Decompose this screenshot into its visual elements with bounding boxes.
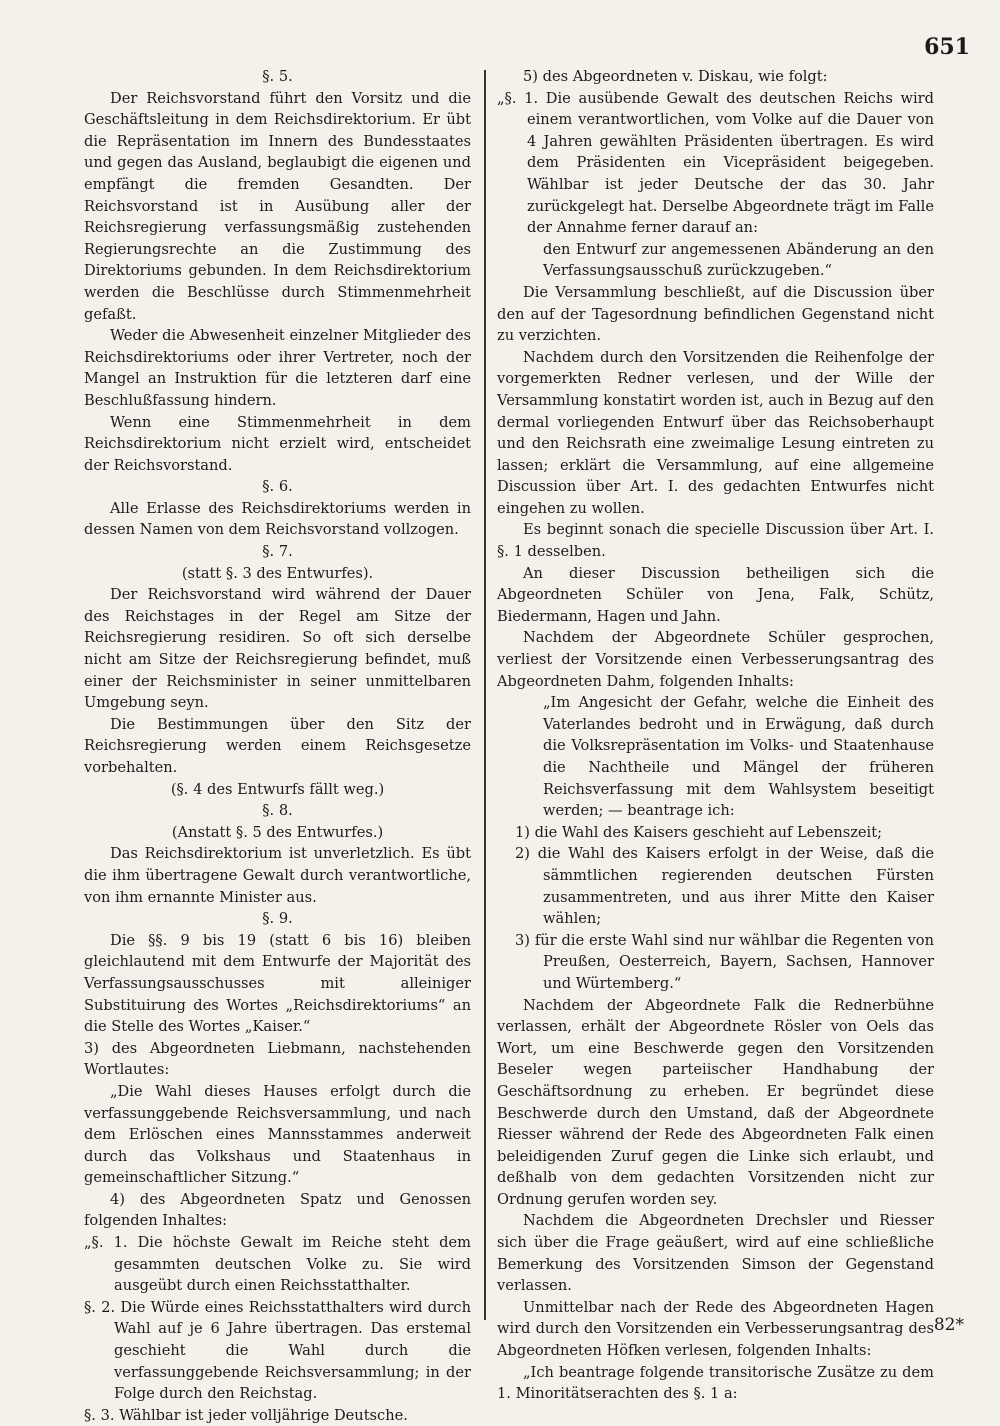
- section-8-subheading: (Anstatt §. 5 des Entwurfes.): [171, 823, 384, 841]
- item-3-intro: 3) des Abgeordneten Liebmann, nachstehenden Wortlautes:: [84, 1039, 471, 1079]
- section-8-paragraph: Das Reichsdirektorium ist unverletzlich. Es übt die ihm übertragene Gewalt durch verantwortliche, von ihm ernannte Minister aus.: [84, 845, 471, 906]
- item-5-section-1: „§. 1. Die ausübende Gewalt des deutschen Reichs wird einem verantwortlichen, vom Volke auf die Dauer von 4 Jahren gewählten Präsidenten übertragen. Es wird dem Präsidenten ein Vicepräsident beigegeben. Wählbar ist jeder Deutsche der das 30. Jahr zurückgelegt hat. Derselbe Abgeordnete trägt im Falle der Annahme ferner darauf an:: [497, 89, 934, 237]
- hagen-paragraph: Unmittelbar nach der Rede des Abgeordneten Hagen wird durch den Vorsitzenden ein Verbesserungsantrag des Abgeordneten Höfken verlesen, folgenden Inhalts:: [497, 1298, 934, 1360]
- dahm-quote: „Im Angesicht der Gefahr, welche die Einheit des Vaterlandes bedroht und in Erwägung, daß durch die Volksrepräsentation im Volks- und Staatenhause die Nachtheile und Mängel der früheren Reichsverfassung mit dem Wahlsystem beseitigt werden; — beantrage ich:: [543, 694, 934, 820]
- right-column: [497, 66, 934, 1405]
- left-column: [84, 66, 471, 1426]
- printer-signature: 82*: [933, 1315, 964, 1335]
- section-9-paragraph: Die §§. 9 bis 19 (statt 6 bis 16) bleiben gleichlautend mit dem Entwurfe der Majorität des Verfassungsausschusses mit alleiniger Substituirung des Wortes „Reichsdirektoriums“ an die Stelle des Wortes „Kaiser.“: [84, 931, 471, 1036]
- discussion-participants-paragraph: An dieser Discussion betheiligen sich die Abgeordneten Schüler von Jena, Falk, Schütz, Biedermann, Hagen und Jahn.: [497, 564, 934, 625]
- section-8-heading: §. 8.: [262, 802, 293, 820]
- section-7-subheading: (statt §. 3 des Entwurfes).: [181, 564, 374, 582]
- item-5-quote: den Entwurf zur angemessenen Abänderung an den Verfassungsausschuß zurückzugeben.“: [543, 240, 934, 280]
- section-6-heading: §. 6.: [262, 478, 293, 496]
- section-6-paragraph: Alle Erlasse des Reichsdirektoriums werden in dessen Namen von dem Reichsvorstand vollzogen.: [84, 499, 471, 539]
- item-5-intro: 5) des Abgeordneten v. Diskau, wie folgt:: [523, 68, 828, 85]
- dahm-point-2: 2) die Wahl des Kaisers erfolgt in der Weise, daß die sämmtlichen regierenden deutschen Fürsten zusammentreten, und aus ihrer Mitte den Kaiser wählen;: [515, 845, 934, 928]
- section-9-heading: §. 9.: [262, 910, 293, 928]
- special-discussion-paragraph: Es beginnt sonach die specielle Discussion über Art. I. §. 1 desselben.: [497, 521, 934, 561]
- section-7-heading: §. 7.: [262, 543, 293, 561]
- section-5-heading: §. 5.: [262, 68, 293, 85]
- page-number: 651: [924, 34, 970, 60]
- falk-complaint-paragraph: Nachdem der Abgeordnete Falk die Rednerbühne verlassen, erhält der Abgeordnete Rösler von Oels das Wort, um eine Beschwerde gegen den Vorsitzenden Beseler wegen parteiischer Handhabung der Geschäftsordnung zu erheben. Er begründet diese Beschwerde durch den Umstand, daß der Abgeordnete Riesser während der Rede des Abgeordneten Falk einen beleidigenden Zuruf gegen die Linke sich erlaubt, und deßhalb von dem gedachten Vorsitzenden nicht zur Ordnung gerufen worden sey.: [497, 996, 934, 1208]
- section-7-paragraph-2: Die Bestimmungen über den Sitz der Reichsregierung werden einem Reichsgesetze vorbehalten.: [84, 715, 471, 776]
- section-4-removed-note: (§. 4 des Entwurfs fällt weg.): [170, 780, 385, 798]
- dahm-point-3: 3) für die erste Wahl sind nur wählbar die Regenten von Preußen, Oesterreich, Bayern, Sachsen, Hannover und Würtemberg.“: [515, 931, 934, 992]
- section-5-paragraph-3: Wenn eine Stimmenmehrheit in dem Reichsdirektorium nicht erzielt wird, entscheidet der Reichsvorstand.: [84, 413, 471, 474]
- item-4-section-1: „§. 1. Die höchste Gewalt im Reiche steht dem gesammten deutschen Volke zu. Sie wird ausgeübt durch einen Reichsstatthalter.: [84, 1234, 471, 1295]
- item-4-section-3: §. 3. Wählbar ist jeder volljährige Deutsche.: [84, 1406, 408, 1424]
- chairman-order-paragraph: Nachdem durch den Vorsitzenden die Reihenfolge der vorgemerkten Redner verlesen, und der Wille der Versammlung konstatirt worden ist, auch in Bezug auf den dermal vorliegenden Entwurf über das Reichsoberhaupt und den Reichsrath eine zweimalige Lesung eintreten zu lassen; erklärt die Versammlung, auf eine allgemeine Discussion über Art. I. des gedachten Entwurfes nicht eingehen zu wollen.: [497, 348, 934, 517]
- dahm-point-1: 1) die Wahl des Kaisers geschieht auf Lebenszeit;: [515, 823, 883, 841]
- item-4-section-2: §. 2. Die Würde eines Reichsstatthalters wird durch Wahl auf je 6 Jahre übertragen. Das erstemal geschieht die Wahl durch die verfassunggebende Reichsversammlung; in der Folge durch den Reichstag.: [84, 1298, 471, 1403]
- section-7-paragraph-1: Der Reichsvorstand wird während der Dauer des Reichstages in der Regel am Sitze der Reichsregierung residiren. So oft sich derselbe nicht am Sitze der Reichsregierung befindet, muß einer der Reichsminister in seiner unmittelbaren Umgebung seyn.: [84, 586, 471, 712]
- item-3-quote: „Die Wahl dieses Hauses erfolgt durch die verfassunggebende Reichsversammlung, und nach dem Erlöschen eines Mannsstammes anderweit durch das Volkshaus und Staatenhaus in gemeinschaftlicher Sitzung.“: [84, 1082, 471, 1187]
- assembly-decision-paragraph: Die Versammlung beschließt, auf die Discussion über den auf der Tagesordnung befindlichen Gegenstand nicht zu verzichten.: [497, 283, 934, 345]
- section-5-paragraph-1: Der Reichsvorstand führt den Vorsitz und die Geschäftsleitung in dem Reichsdirektorium. Er übt die Repräsentation im Innern des Bundesstaates und gegen das Ausland, beglaubigt die eigenen und empfängt die fremden Gesandten. Der Reichsvorstand ist in Ausübung aller der Reichsregierung verfassungsmäßig zustehenden Regierungsrechte an die Zustimmung des Direktoriums gebunden. In dem Reichsdirektorium werden die Beschlüsse durch Stimmenmehrheit gefaßt.: [84, 89, 471, 323]
- section-5-paragraph-2: Weder die Abwesenheit einzelner Mitglieder des Reichsdirektoriums oder ihrer Vertreter, noch der Mangel an Instruktion für die letzteren darf eine Beschlußfassung hindern.: [84, 327, 471, 409]
- drechsler-paragraph: Nachdem die Abgeordneten Drechsler und Riesser sich über die Frage geäußert, wird auf eine schließliche Bemerkung des Vorsitzenden Simson der Gegenstand verlassen.: [497, 1212, 934, 1295]
- hoefken-quote: „Ich beantrage folgende transitorische Zusätze zu dem 1. Minoritätserachten des §. 1 a:: [497, 1363, 934, 1403]
- item-4-intro: 4) des Abgeordneten Spatz und Genossen folgenden Inhaltes:: [84, 1190, 471, 1230]
- column-divider: [484, 70, 486, 1320]
- schueler-paragraph: Nachdem der Abgeordnete Schüler gesprochen, verliest der Vorsitzende einen Verbesserungsantrag des Abgeordneten Dahm, folgenden Inhalts:: [497, 629, 934, 690]
